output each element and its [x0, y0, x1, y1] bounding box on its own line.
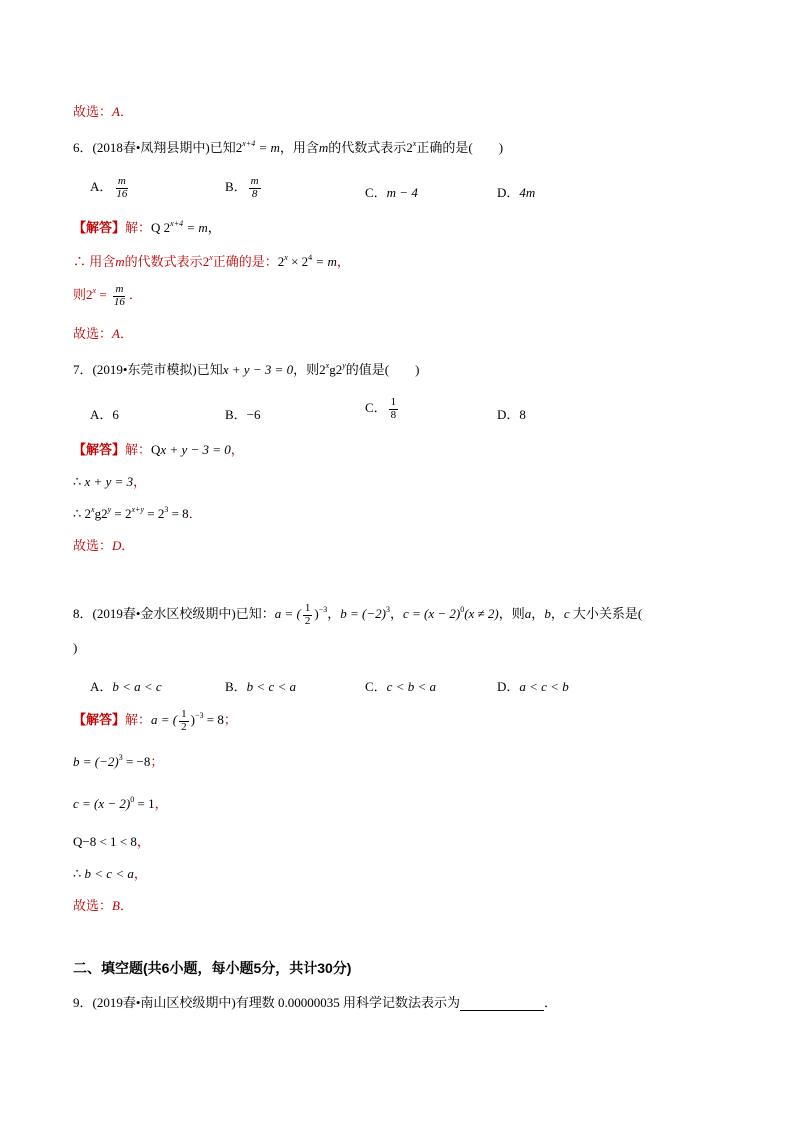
- option-b[interactable]: [225, 404, 261, 423]
- question-source: (2019•东莞市模拟): [92, 362, 197, 377]
- punctuation: ，: [230, 442, 244, 457]
- answer-label: 故选：: [73, 538, 113, 553]
- q6-answer-line: [73, 326, 133, 342]
- math-var: m: [318, 140, 329, 155]
- solution-label: 【解答】: [73, 712, 126, 728]
- q8-solution-5: [73, 866, 147, 882]
- option-letter: B．: [225, 679, 247, 694]
- q8-solution-4: [73, 834, 150, 850]
- denominator: 16: [116, 187, 128, 200]
- answer-label: 故选：: [73, 898, 113, 913]
- math-base: 2: [235, 140, 243, 155]
- math: a = (: [151, 712, 178, 728]
- math: x + y − 3 = 0: [160, 442, 231, 457]
- stem-text: ，用含: [279, 140, 319, 155]
- question-source: (2019春•金水区校级期中): [92, 606, 236, 622]
- q8-solution-2: [73, 754, 163, 770]
- math: = m: [183, 220, 208, 235]
- math-exponent: 4: [308, 253, 313, 262]
- q7-solution-1: [73, 442, 244, 458]
- solution-prefix: 解：: [125, 712, 152, 728]
- period: ．: [119, 104, 133, 119]
- math-exponent: x: [284, 253, 288, 262]
- punctuation: ，: [550, 606, 564, 622]
- option-value: b < a < c: [112, 679, 162, 694]
- q6-solution-2: [73, 254, 350, 270]
- numerator: 1: [304, 602, 311, 614]
- period: ．: [188, 506, 202, 521]
- question-number: 6．: [73, 140, 93, 155]
- math: b = (−2): [73, 754, 119, 769]
- math-base: 2: [335, 362, 343, 377]
- punctuation: ，: [336, 254, 350, 269]
- math-var: a: [524, 606, 532, 622]
- stem-text: 已知：: [235, 606, 275, 622]
- option-c[interactable]: [365, 676, 436, 695]
- option-c[interactable]: [365, 397, 400, 421]
- option-value: a < c < b: [519, 679, 569, 694]
- math-exponent: y: [342, 361, 346, 370]
- stem-text: 已知: [209, 140, 236, 155]
- stem-text: ，则: [498, 606, 525, 622]
- math-exponent: x: [209, 253, 213, 262]
- math: 2: [101, 506, 108, 521]
- solution-label: 【解答】: [73, 442, 126, 457]
- math: × 2: [287, 254, 309, 269]
- solution-prefix: 解：: [125, 442, 152, 457]
- therefore-symbol: ∴: [73, 506, 82, 521]
- math-exponent: x+4: [242, 139, 256, 148]
- math: x + y − 3 = 0: [222, 362, 294, 377]
- option-value: −6: [246, 407, 261, 422]
- numerator: m: [250, 175, 259, 187]
- option-letter: D．: [497, 185, 520, 200]
- punctuation: ，: [133, 866, 147, 881]
- math: c = (x − 2): [402, 606, 461, 622]
- math: (x ≠ 2): [464, 606, 499, 622]
- option-a[interactable]: [90, 404, 119, 423]
- denominator: 8: [251, 187, 258, 200]
- option-d[interactable]: [497, 404, 526, 423]
- math: = −8: [122, 754, 151, 769]
- denominator: 16: [113, 295, 125, 308]
- math-exponent: x: [412, 139, 417, 148]
- answer-value: B: [112, 898, 120, 913]
- math-exponent: x+y: [131, 505, 144, 514]
- math: = m: [312, 254, 337, 269]
- stem-text: 正确的是: [416, 140, 469, 155]
- option-a[interactable]: [90, 676, 162, 695]
- q7-solution-2: [73, 474, 146, 490]
- option-c[interactable]: [365, 182, 418, 201]
- fraction: [112, 284, 127, 308]
- math: 2: [86, 287, 93, 303]
- stem-text: 有理数 0.00000035 用科学记数法表示为: [235, 995, 460, 1010]
- period: ．: [128, 287, 142, 303]
- answer-value: A: [112, 104, 120, 119]
- answer-label: 故选：: [73, 326, 113, 341]
- punctuation: ，: [531, 606, 545, 622]
- option-letter: B．: [225, 179, 247, 195]
- fraction: [249, 176, 261, 200]
- math-base: 2: [202, 254, 210, 269]
- denominator: 2: [181, 720, 187, 733]
- numerator: 1: [181, 708, 187, 720]
- q7-answer-line: [73, 538, 134, 554]
- therefore-symbol: ∴: [73, 866, 82, 881]
- because-symbol: Q: [151, 442, 161, 457]
- math: = 1: [134, 796, 155, 811]
- q8-stem-cont: [73, 640, 77, 656]
- numerator: m: [115, 283, 124, 295]
- punctuation: ，: [133, 474, 147, 489]
- solution-label: 【解答】: [73, 220, 126, 235]
- math-dot: g: [329, 362, 336, 377]
- q6-solution-1: [73, 220, 221, 236]
- therefore-symbol: ∴: [73, 474, 82, 489]
- punctuation: ，: [327, 606, 341, 622]
- math-eq: = m: [255, 140, 280, 155]
- solution-prefix: 解：: [125, 220, 152, 235]
- math: x + y = 3: [84, 474, 134, 489]
- q6-stem: [73, 140, 503, 156]
- option-d[interactable]: [497, 182, 535, 201]
- option-letter: D．: [497, 679, 520, 694]
- q8-stem: [73, 603, 642, 627]
- q6-solution-3: [73, 284, 142, 308]
- question-source: (2018春•凤翔县期中): [92, 140, 210, 155]
- option-b[interactable]: [225, 176, 263, 200]
- math: b < c < a: [84, 866, 134, 881]
- math-exponent: x+4: [170, 219, 184, 228]
- punctuation: ，: [154, 796, 168, 811]
- question-number: 8．: [73, 606, 93, 622]
- option-value: 6: [112, 407, 119, 422]
- math: =: [96, 287, 110, 303]
- stem-text: 的代数式表示: [328, 140, 407, 155]
- period: ．: [119, 326, 133, 341]
- answer-bracket-open: (: [637, 606, 643, 622]
- math: ): [190, 712, 195, 728]
- denominator: 2: [304, 614, 311, 627]
- math: 2: [160, 220, 171, 235]
- fraction: [389, 397, 399, 421]
- math-exponent: 0: [130, 795, 135, 804]
- option-letter: A．: [90, 407, 113, 422]
- because-symbol: Q: [151, 220, 161, 235]
- text: 用含: [89, 254, 116, 269]
- period: ．: [119, 898, 133, 913]
- math: 2: [277, 254, 285, 269]
- answer-bracket: ( ): [384, 362, 420, 377]
- math: 2: [84, 506, 92, 521]
- q8-solution-3: [73, 796, 168, 812]
- math-dot: g: [94, 506, 102, 521]
- stem-text: 大小关系是: [572, 606, 638, 622]
- numerator: 1: [390, 396, 397, 408]
- text: 正确的是：: [212, 254, 278, 269]
- math: = 2: [144, 506, 165, 521]
- option-value: b < c < a: [246, 679, 296, 694]
- math-exponent: x: [325, 361, 330, 370]
- math-exponent: 3: [118, 753, 123, 762]
- punctuation: ，: [207, 220, 221, 235]
- option-value: 4m: [519, 185, 536, 200]
- option-letter: B．: [225, 407, 247, 422]
- denominator: 8: [390, 408, 397, 421]
- answer-bracket-close: ): [73, 640, 78, 655]
- fraction: [114, 176, 129, 200]
- option-value: 8: [519, 407, 526, 422]
- math-exponent: x: [91, 505, 95, 514]
- math-base: 2: [319, 362, 326, 377]
- option-value: m − 4: [386, 185, 418, 200]
- period: ．: [544, 995, 558, 1010]
- numerator: m: [117, 175, 126, 187]
- math: b = (−2): [340, 606, 386, 622]
- answer-value: A: [112, 326, 120, 341]
- answer-blank[interactable]: [460, 998, 544, 1011]
- option-value: c < b < a: [386, 679, 436, 694]
- option-b[interactable]: [225, 676, 296, 695]
- fraction: [303, 603, 313, 627]
- math-base: 2: [406, 140, 413, 155]
- math: a = (: [274, 606, 301, 622]
- q9-stem: [73, 995, 557, 1011]
- q7-stem: [73, 362, 419, 378]
- stem-text: ，则: [293, 362, 320, 377]
- math-var: c: [563, 606, 570, 622]
- math-exponent: −3: [318, 605, 328, 615]
- math-exponent: y: [107, 505, 112, 514]
- question-number: 7．: [73, 362, 93, 377]
- option-a[interactable]: [90, 176, 131, 200]
- math: −8 < 1 < 8: [82, 834, 137, 849]
- math: = 8: [168, 506, 189, 521]
- math: ): [314, 606, 319, 622]
- because-symbol: Q: [73, 834, 83, 849]
- section-heading: 二、填空题(共6小题，每小题5分，共计30分): [73, 960, 352, 976]
- math: = 2: [111, 506, 132, 521]
- math: c = (x − 2): [73, 796, 131, 811]
- stem-text: 的值是: [345, 362, 385, 377]
- punctuation: ，: [136, 834, 150, 849]
- math-var: b: [544, 606, 551, 622]
- option-letter: A．: [90, 679, 113, 694]
- option-d[interactable]: [497, 676, 569, 695]
- math-var: m: [115, 254, 125, 269]
- period: ．: [121, 538, 135, 553]
- answer-value: D: [112, 538, 122, 553]
- punctuation: ；: [223, 712, 237, 728]
- option-letter: C．: [365, 679, 387, 694]
- option-letter: C．: [365, 185, 387, 200]
- text: 的代数式表示: [124, 254, 203, 269]
- math-exponent: 3: [164, 505, 169, 514]
- math-exponent: 0: [460, 605, 465, 615]
- q7-solution-3: [73, 506, 202, 522]
- therefore-symbol: ∴: [73, 254, 87, 269]
- question-number: 9．: [73, 995, 93, 1010]
- option-letter: D．: [497, 407, 520, 422]
- fraction: [179, 709, 189, 733]
- math-exponent: 3: [385, 605, 390, 615]
- punctuation: ，: [389, 606, 403, 622]
- stem-text: 已知: [196, 362, 223, 377]
- text: 则: [73, 287, 87, 303]
- answer-label: 故选：: [73, 104, 113, 119]
- option-letter: C．: [365, 400, 387, 416]
- punctuation: ；: [150, 754, 164, 769]
- question-source: (2019春•南山区校级期中): [92, 995, 236, 1010]
- math-exponent: −3: [194, 711, 204, 721]
- option-letter: A．: [90, 179, 113, 195]
- answer-bracket: ( ): [468, 140, 504, 155]
- q5-answer-line: [73, 104, 133, 120]
- math-exponent: x: [92, 286, 97, 296]
- math: = 8: [203, 712, 224, 728]
- q8-solution-1: [73, 709, 237, 733]
- q8-answer-line: [73, 898, 133, 914]
